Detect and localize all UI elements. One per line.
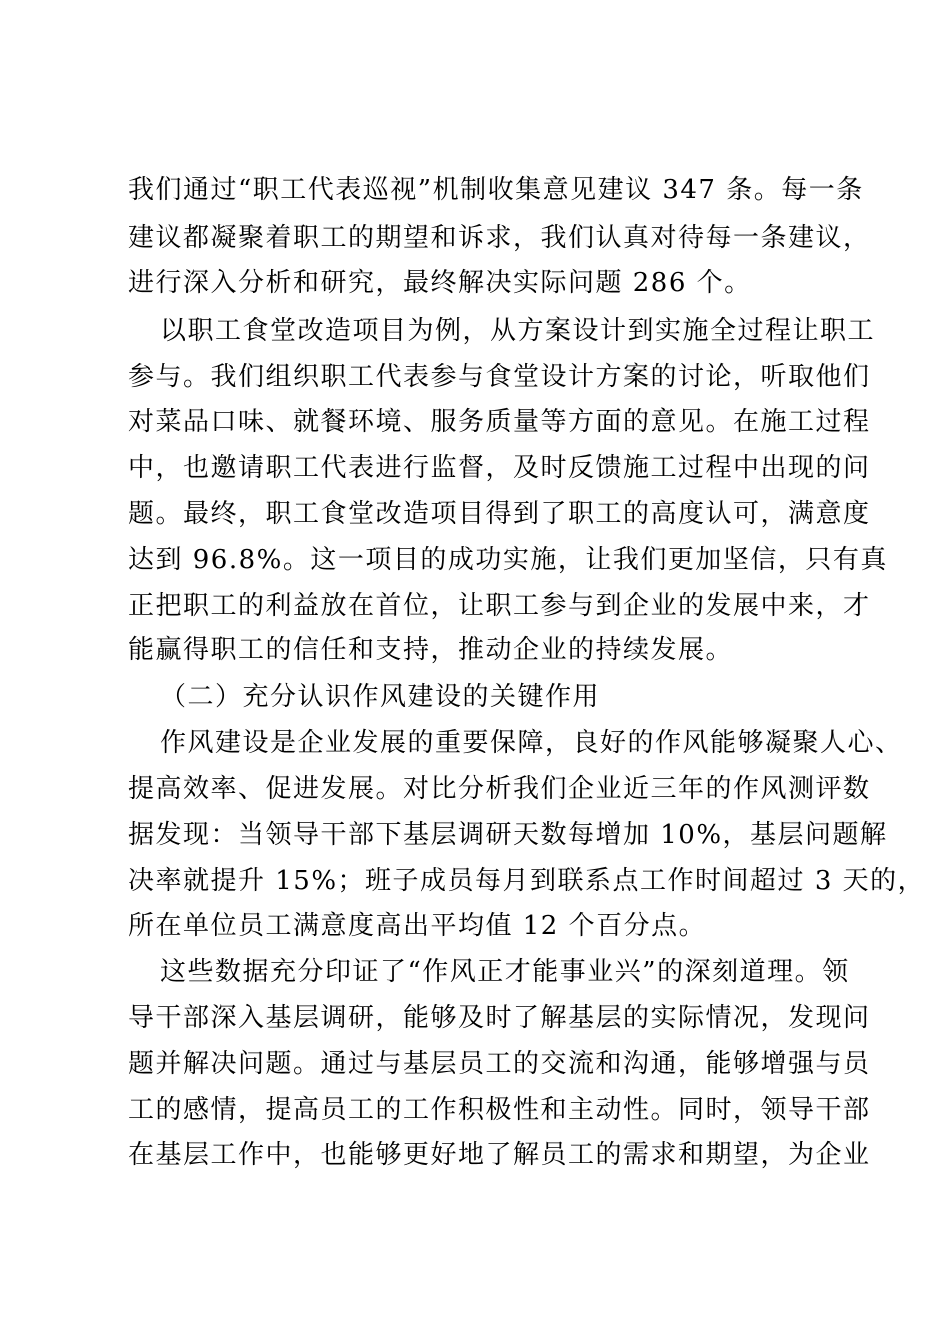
paragraph-1-line-2: 建议都凝聚着职工的期望和诉求，我们认真对待每一条建议，: [128, 223, 871, 253]
paragraph-1-line-3: 进行深入分析和研究，最终解决实际问题 286 个。: [128, 268, 752, 298]
paragraph-3-line-2: 提高效率、促进发展。对比分析我们企业近三年的作风测评数: [128, 774, 871, 804]
paragraph-4-line-5: 在基层工作中，也能够更好地了解员工的需求和期望，为企业: [128, 1140, 871, 1170]
paragraph-2-line-8: 能赢得职工的信任和支持，推动企业的持续发展。: [128, 635, 734, 665]
paragraph-2-line-5: 题。最终，职工食堂改造项目得到了职工的高度认可，满意度: [128, 499, 871, 529]
paragraph-3-line-5: 所在单位员工满意度高出平均值 12 个百分点。: [128, 911, 707, 941]
paragraph-4-line-1: 这些数据充分印证了“作风正才能事业兴”的深刻道理。领: [160, 957, 850, 987]
paragraph-2-line-6: 达到 96.8%。这一项目的成功实施，让我们更加坚信，只有真: [128, 545, 888, 575]
paragraph-2-line-1: 以职工食堂改造项目为例，从方案设计到实施全过程让职工: [160, 316, 876, 346]
paragraph-4-line-4: 工的感情，提高员工的工作积极性和主动性。同时，领导干部: [128, 1095, 871, 1125]
paragraph-4-line-2: 导干部深入基层调研，能够及时了解基层的实际情况，发现问: [128, 1003, 871, 1033]
paragraph-2-line-3: 对菜品口味、就餐环境、服务质量等方面的意见。在施工过程: [128, 407, 871, 437]
paragraph-3-line-3: 据发现：当领导干部下基层调研天数每增加 10%，基层问题解: [128, 820, 888, 850]
paragraph-3-line-1: 作风建设是企业发展的重要保障，良好的作风能够凝聚人心、: [160, 728, 903, 758]
paragraph-2-line-7: 正把职工的利益放在首位，让职工参与到企业的发展中来，才: [128, 591, 871, 621]
paragraph-1-line-1: 我们通过“职工代表巡视”机制收集意见建议 347 条。每一条: [128, 175, 864, 205]
paragraph-4-line-3: 题并解决问题。通过与基层员工的交流和沟通，能够增强与员: [128, 1049, 871, 1079]
paragraph-2-line-2: 参与。我们组织职工代表参与食堂设计方案的讨论，听取他们: [128, 362, 871, 392]
section-heading: （二）充分认识作风建设的关键作用: [160, 682, 601, 712]
paragraph-2-line-4: 中，也邀请职工代表进行监督，及时反馈施工过程中出现的问: [128, 453, 871, 483]
paragraph-3-line-4: 决率就提升 15%；班子成员每月到联系点工作时间超过 3 天的，: [128, 866, 926, 896]
